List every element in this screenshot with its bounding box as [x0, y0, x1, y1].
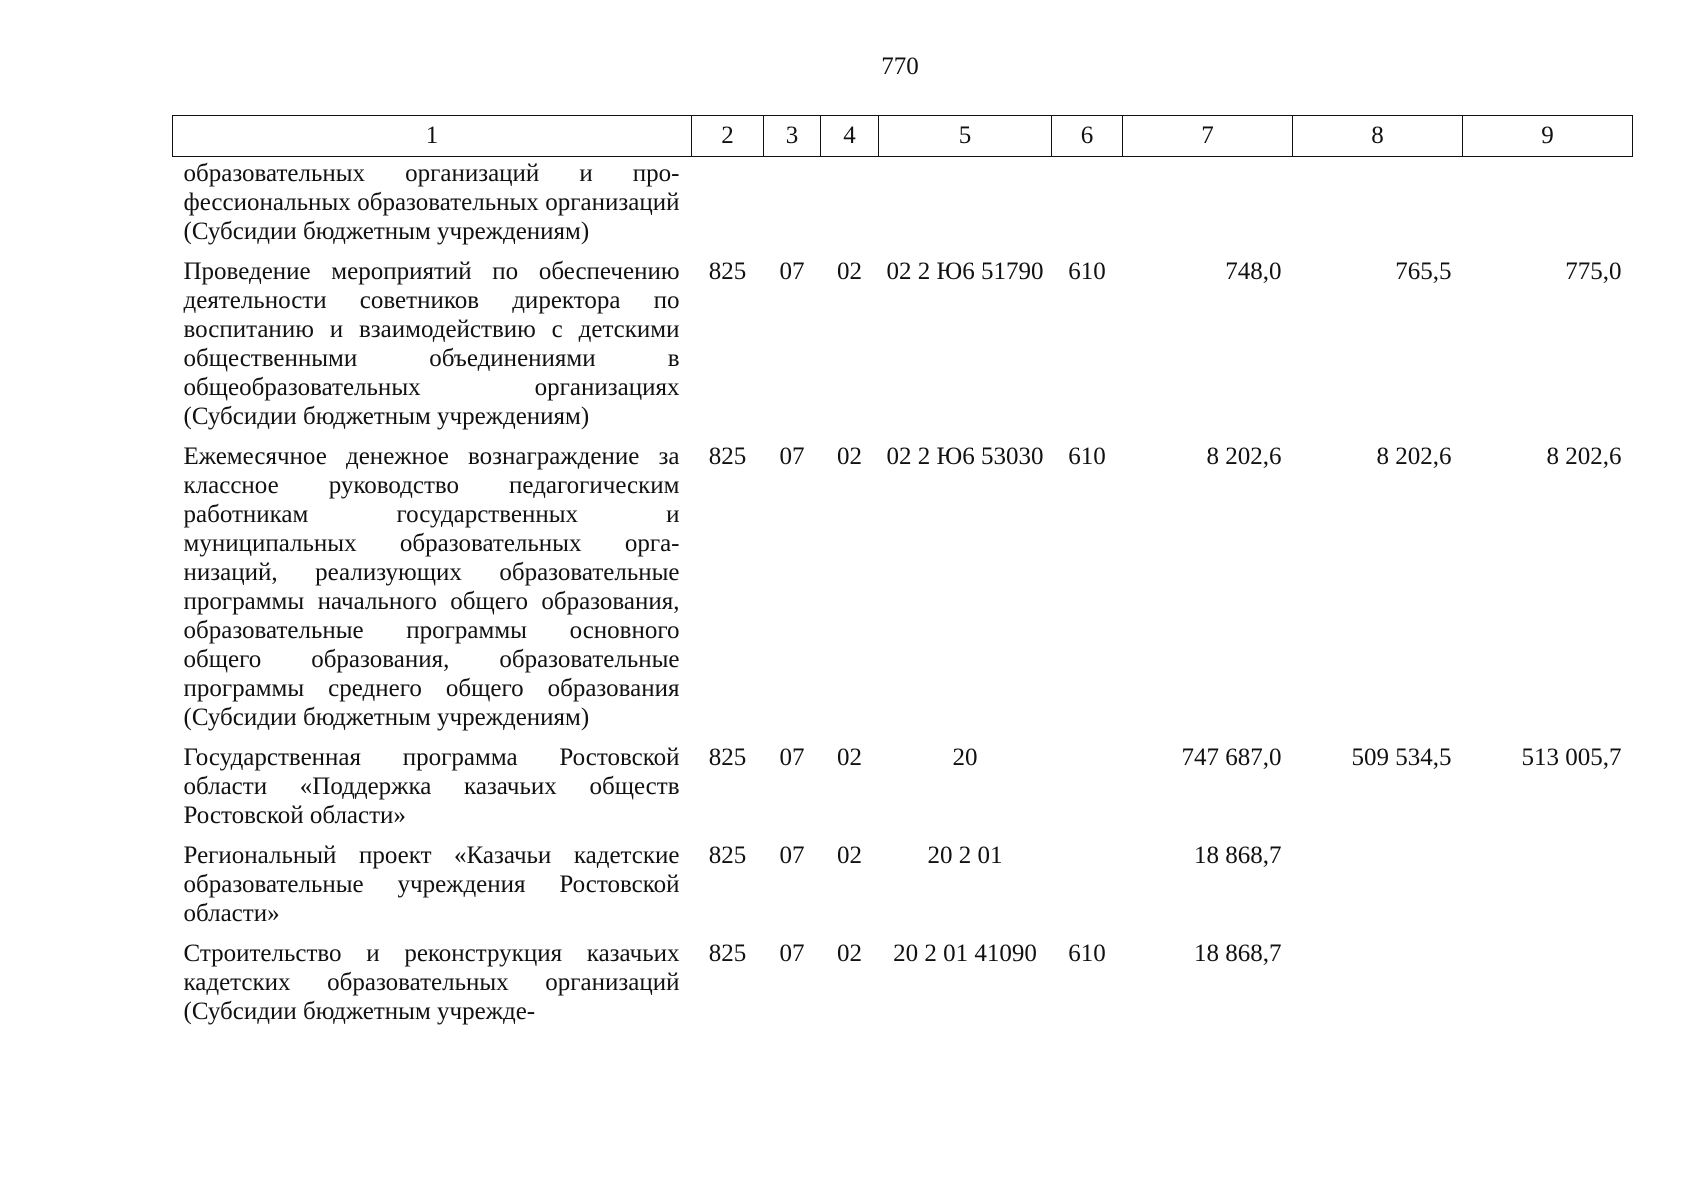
row-subsection-code: 02: [837, 258, 862, 285]
row-ministry-code: 825: [708, 258, 747, 285]
row-amount-col9: 8 202,6: [1546, 443, 1622, 470]
column-header-6: 6: [1052, 116, 1123, 157]
row-amount-col7: 8 202,6: [1206, 443, 1282, 470]
row-expense-type-code: 610: [1068, 443, 1106, 470]
row-section-code: 07: [779, 258, 805, 285]
column-header-3: 3: [764, 116, 821, 157]
row-section-code: 07: [779, 842, 805, 869]
row-description: Проведение мероприятий по обеспечению деятельности советников директора по воспитанию и взаимодействию с детскими общественными объединениями в общеобразовательных организациях (Субсидии бюджетным учреждениям): [183, 258, 680, 430]
row-amount-col8: [1293, 157, 1463, 258]
table-row: [173, 157, 1633, 258]
column-header-4: 4: [821, 116, 879, 157]
column-header-8: 8: [1293, 116, 1463, 157]
row-subsection-code: 02: [837, 842, 862, 869]
row-expense-type-code: 610: [1068, 258, 1106, 285]
row-description: образовательных организаций и профессиональных образовательных организаций (Субсидии бюджетным учреждениям): [183, 160, 680, 245]
row-amount-col9: [1463, 939, 1633, 1037]
row-description: Государственная программа Ростовской области «Поддержка казачьих обществ Ростовской области»: [183, 744, 680, 829]
row-subsection-code: 02: [837, 940, 862, 967]
row-expense-type-code: [1052, 157, 1123, 258]
column-header-7: 7: [1123, 116, 1293, 157]
row-target-article-code: 20 2 01 41090: [893, 940, 1037, 967]
row-amount-col7: 748,0: [1225, 258, 1282, 285]
column-header-1: 1: [173, 116, 692, 157]
column-number-header-row: [173, 116, 1633, 157]
page-number: 770: [881, 53, 919, 80]
row-amount-col9: 775,0: [1565, 258, 1622, 285]
row-description: Ежемесячное денежное вознаграждение за классное руководство педагогическим работникам государственных и муниципальных образовательных организаций, реализующих образовательные программы начального общего образования, образовательные программы основного общего образования, образовательные программы среднего общего образования (Субсидии бюджетным учреждениям): [183, 443, 680, 731]
row-amount-col9: [1463, 841, 1633, 939]
row-description: Строительство и реконструкция казачьих кадетских образовательных организаций (Субсидии бюджетным учрежде-: [183, 940, 680, 1025]
row-amount-col9: 513 005,7: [1521, 744, 1622, 771]
row-amount-col8: 8 202,6: [1376, 443, 1452, 470]
row-expense-type-code: 610: [1068, 940, 1106, 967]
row-amount-col7: 747 687,0: [1181, 744, 1282, 771]
row-section-code: 07: [779, 744, 805, 771]
row-amount-col7: [1123, 157, 1293, 258]
column-header-9: 9: [1463, 116, 1633, 157]
row-amount-col9: [1463, 157, 1633, 258]
table-row: [173, 743, 1633, 841]
row-amount-col8: [1293, 841, 1463, 939]
column-header-5: 5: [879, 116, 1052, 157]
row-target-article-code: 20 2 01: [927, 842, 1003, 869]
row-section-code: [764, 157, 821, 258]
table-row: [173, 257, 1633, 442]
row-subsection-code: 02: [837, 443, 862, 470]
row-description: Региональный проект «Казачьи кадетские образовательные учреждения Ростовской области»: [183, 842, 680, 927]
table-row: [173, 442, 1633, 743]
row-amount-col8: [1293, 939, 1463, 1037]
row-section-code: 07: [779, 443, 805, 470]
row-amount-col7: 18 868,7: [1194, 940, 1282, 967]
row-section-code: 07: [779, 940, 805, 967]
row-ministry-code: [692, 157, 764, 258]
row-expense-type-code: [1052, 743, 1123, 841]
row-target-article-code: [879, 157, 1052, 258]
row-ministry-code: 825: [708, 842, 747, 869]
row-target-article-code: 02 2 Ю6 53030: [886, 443, 1044, 470]
row-subsection-code: 02: [837, 744, 862, 771]
column-header-2: 2: [692, 116, 764, 157]
row-target-article-code: 20: [952, 744, 978, 771]
budget-table: [172, 115, 1633, 1037]
row-expense-type-code: [1052, 841, 1123, 939]
row-subsection-code: [821, 157, 879, 258]
table-row: [173, 841, 1633, 939]
row-ministry-code: 825: [708, 744, 747, 771]
table-row: [173, 939, 1633, 1037]
row-amount-col7: 18 868,7: [1194, 842, 1282, 869]
row-amount-col8: 765,5: [1395, 258, 1452, 285]
row-amount-col8: 509 534,5: [1351, 744, 1452, 771]
row-ministry-code: 825: [708, 940, 747, 967]
row-target-article-code: 02 2 Ю6 51790: [886, 258, 1044, 285]
row-ministry-code: 825: [708, 443, 747, 470]
